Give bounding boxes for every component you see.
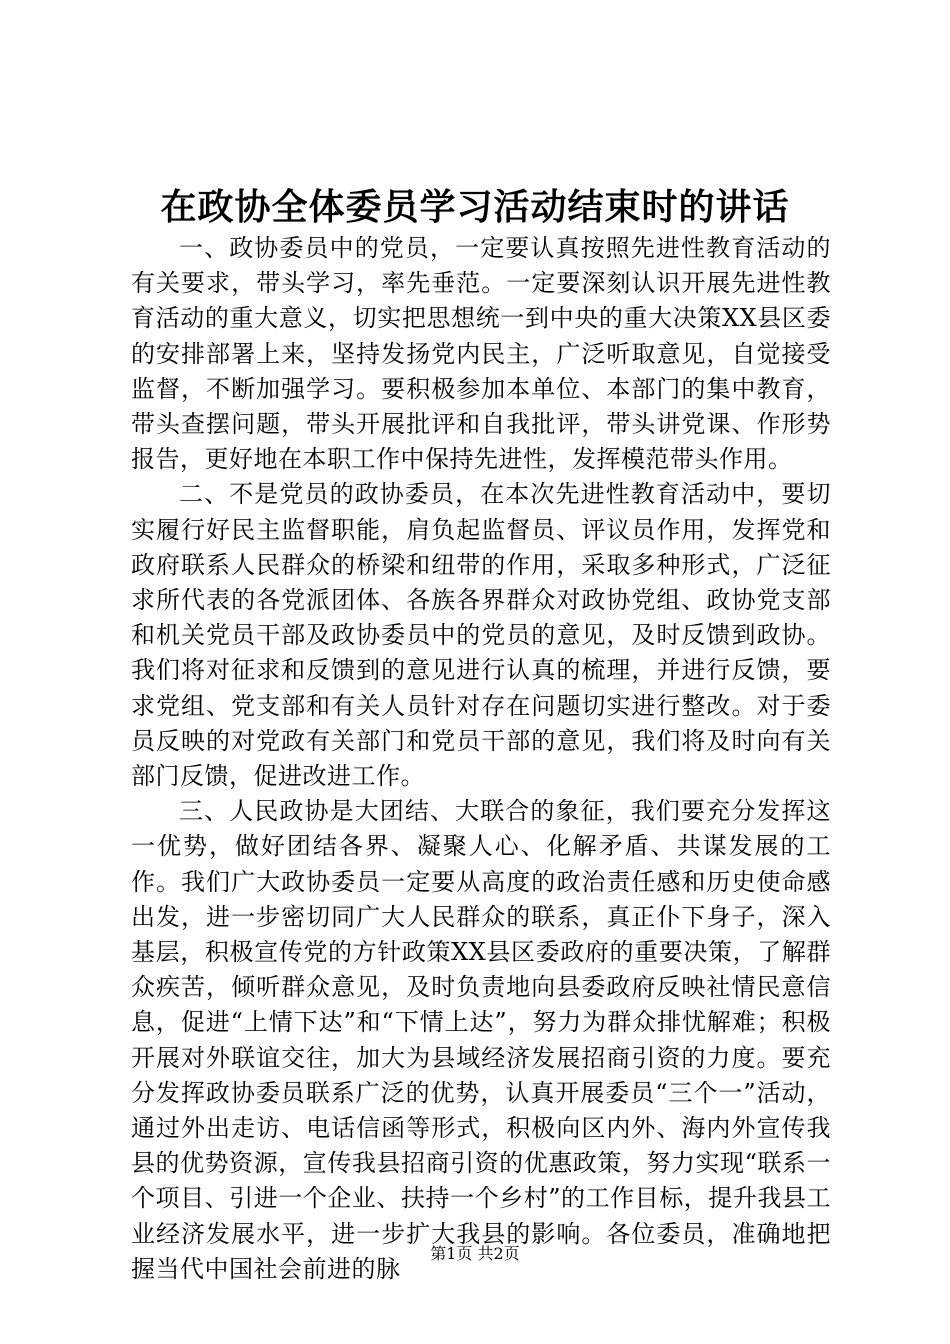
document-title: 在政协全体委员学习活动结束时的讲话 (160, 186, 790, 228)
paragraph-1: 一、政协委员中的党员，一定要认真按照先进性教育活动的有关要求，带头学习，率先垂范。一定要深刻认识开展先进性教育活动的重大意义，切实把思想统一到中央的重大决策XX县区委的安排部署上来，坚持发扬党内民主，广泛听取意见，自觉接受监督，不断加强学习。要积极参加本单位、本部门的集中教育，带头查摆问题，带头开展批评和自我批评，带头讲党课、作形势报告，更好地在本职工作中保持先进性，发挥模范带头作用。 (131, 234, 831, 474)
paragraph-2: 二、不是党员的政协委员，在本次先进性教育活动中，要切实履行好民主监督职能，肩负起监督员、评议员作用，发挥党和政府联系人民群众的桥梁和纽带的作用，采取多种形式，广泛征求所代表的各党派团体、各族各界群众对政协党组、政协党支部和机关党员干部及政协委员中的党员的意见，及时反馈到政协。我们将对征求和反馈到的意见进行认真的梳理，并进行反馈，要求党组、党支部和有关人员针对存在问题切实进行整改。对于委员反映的对党政有关部门和党员干部的意见，我们将及时向有关部门反馈，促进改进工作。 (131, 480, 831, 791)
paragraph-3: 三、人民政协是大团结、大联合的象征，我们要充分发挥这一优势，做好团结各界、凝聚人心、化解矛盾、共谋发展的工作。我们广大政协委员一定要从高度的政治责任感和历史使命感出发，进一步密切同广大人民群众的联系，真正仆下身子，深入基层，积极宣传党的方针政策XX县区委政府的重要决策，了解群众疾苦，倾听群众意见，及时负责地向县委政府反映社情民意信息，促进“上情下达”和“下情上达”，努力为群众排忧解难；积极开展对外联谊交往，加大为县域经济发展招商引资的力度。要充分发挥政协委员联系广泛的优势，认真开展委员“三个一”活动，通过外出走访、电话信函等形式，积极向区内外、海内外宣传我县的优势资源，宣传我县招商引资的优惠政策，努力实现“联系一个项目、引进一个企业、扶持一个乡村”的工作目标，提升我县工业经济发展水平，进一步扩大我县的影响。各位委员，准确地把握当代中国社会前进的脉 (131, 797, 831, 1283)
page-footer: 第1页 共2页 (430, 1244, 520, 1263)
document-body (131, 231, 831, 1287)
